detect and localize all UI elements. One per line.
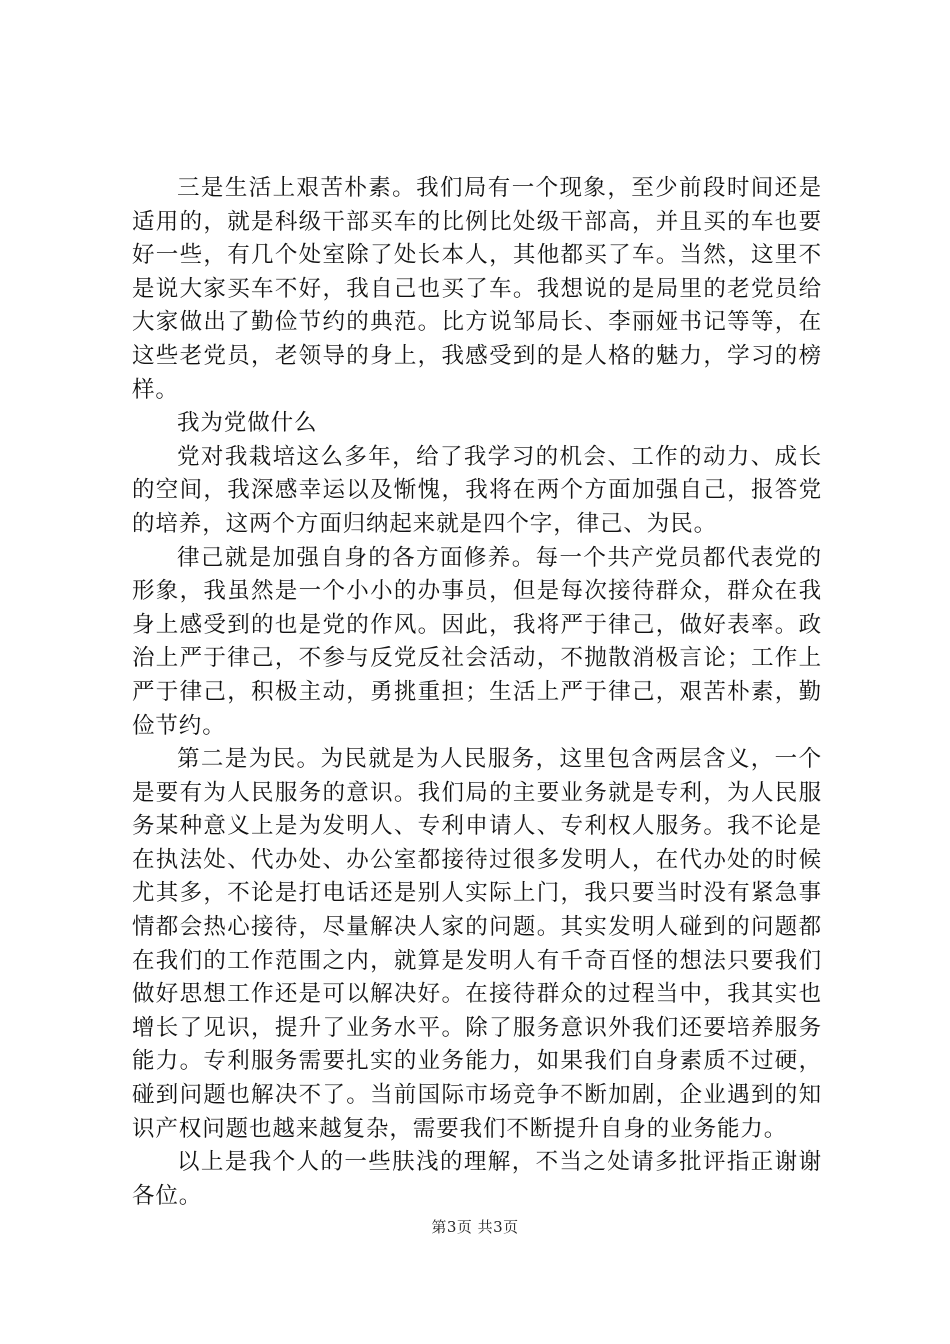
paragraph-closing: 以上是我个人的一些肤浅的理解，不当之处请多批评指正谢谢各位。 <box>132 1149 822 1209</box>
paragraph-self-discipline: 律己就是加强自身的各方面修养。每一个共产党员都代表党的形象，我虽然是一个小小的办事员，但是每次接待群众，群众在我身上感受到的也是党的作风。因此，我将严于律己，做好表率。政治上严于律己，不参与反党反社会活动，不抛散消极言论；工作上严于律己，积极主动，勇挑重担；生活上严于律己，艰苦朴素，勤俭节约。 <box>132 544 822 739</box>
page-number: 第3页 共3页 <box>431 1218 519 1236</box>
section-heading: 我为党做什么 <box>177 410 318 437</box>
document-body <box>132 172 822 1213</box>
paragraph-frugal-living: 三是生活上艰苦朴素。我们局有一个现象，至少前段时间还是适用的，就是科级干部买车的比例比处级干部高，并且买的车也要好一些，有几个处室除了处长本人，其他都买了车。当然，这里不是说大家买车不好，我自己也买了车。我想说的是局里的老党员给大家做出了勤俭节约的典范。比方说邹局长、李丽娅书记等等，在这些老党员，老领导的身上，我感受到的是人格的魅力，学习的榜样。 <box>132 175 822 403</box>
paragraph-gratitude: 党对我栽培这么多年，给了我学习的机会、工作的动力、成长的空间，我深感幸运以及惭愧，我将在两个方面加强自己，报答党的培养，这两个方面归纳起来就是四个字，律己、为民。 <box>132 443 822 537</box>
paragraph-serve-people: 第二是为民。为民就是为人民服务，这里包含两层含义，一个是要有为人民服务的意识。我们局的主要业务就是专利，为人民服务某种意义上是为发明人、专利申请人、专利权人服务。我不论是在执法处、代办处、办公室都接待过很多发明人，在代办处的时候尤其多，不论是打电话还是别人实际上门，我只要当时没有紧急事情都会热心接待，尽量解决人家的问题。其实发明人碰到的问题都在我们的工作范围之内，就算是发明人有千奇百怪的想法只要我们做好思想工作还是可以解决好。在接待群众的过程当中，我其实也增长了见识，提升了业务水平。除了服务意识外我们还要培养服务能力。专利服务需要扎实的业务能力，如果我们自身素质不过硬，碰到问题也解决不了。当前国际市场竞争不断加剧，企业遇到的知识产权问题也越来越复杂，需要我们不断提升自身的业务能力。 <box>132 746 822 1142</box>
